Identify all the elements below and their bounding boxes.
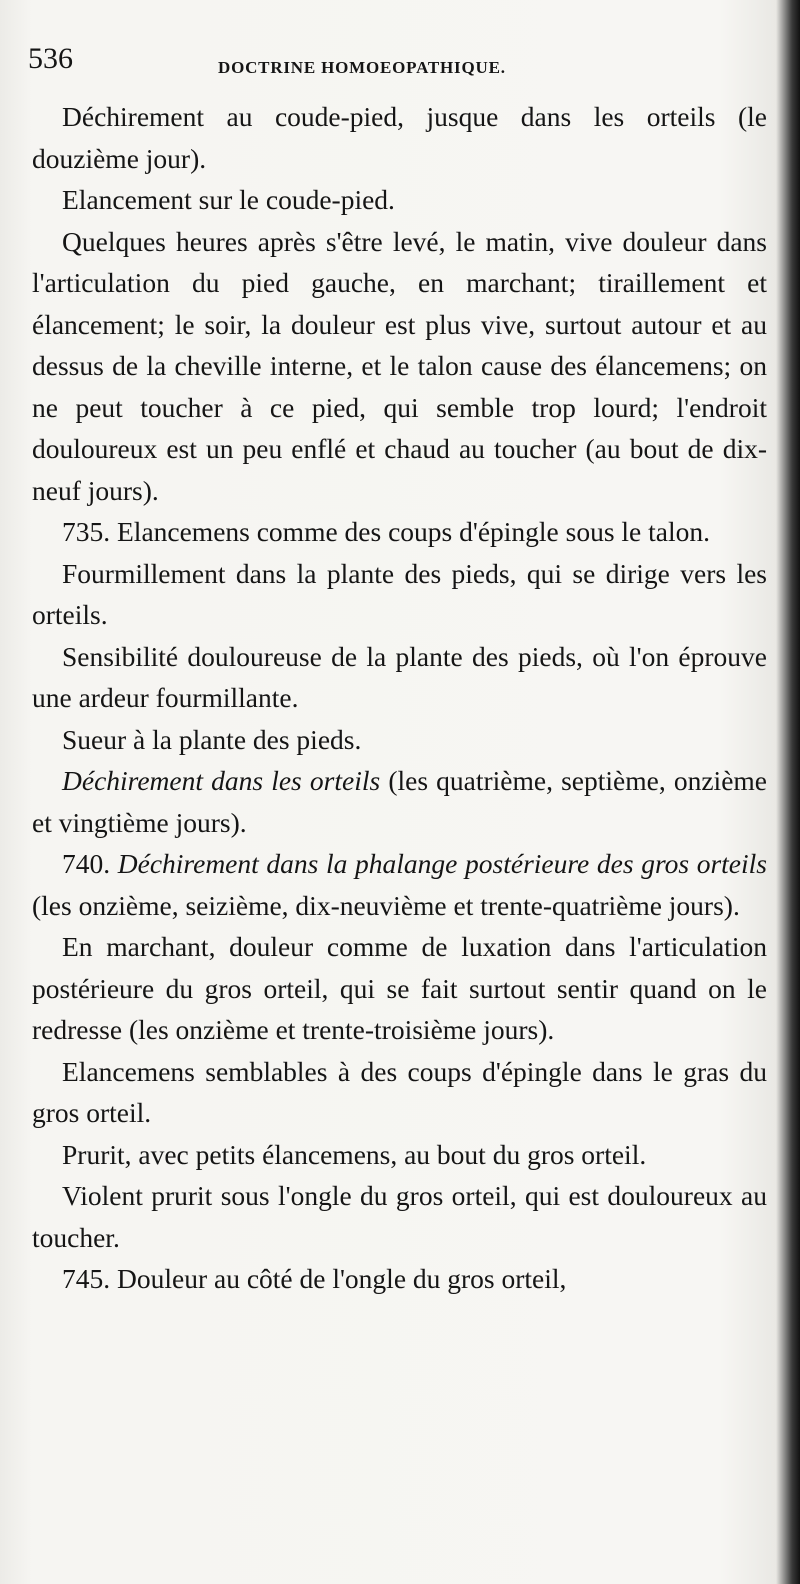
paragraph (32, 1051, 767, 1134)
paragraph-text: Elancement sur le coude-pied. (62, 184, 395, 215)
italic-text: Déchirement dans les orteils (62, 765, 381, 796)
paragraph-text: Elancemens semblables à des coups d'épingle dans le gras du gros orteil. (32, 1055, 767, 1128)
paragraph-text: 745. Douleur au côté de l'ongle du gros orteil, (62, 1263, 567, 1294)
paragraph-text: Déchirement au coude-pied, jusque dans les orteils (le douzième jour). (32, 101, 767, 174)
paragraph (32, 636, 767, 719)
paragraph (32, 719, 767, 761)
paragraph-text: (les onzième, seizième, dix-neuvième et trente-quatrième jours). (32, 889, 740, 921)
paragraph-text: (les quatrième, septième, onzième et vingtième jours). (32, 765, 767, 838)
paragraph (32, 179, 767, 221)
paragraph (32, 760, 767, 843)
paragraph-text: 740. (62, 848, 118, 879)
paragraph (32, 1175, 767, 1258)
paragraph (32, 96, 767, 179)
paragraph-text: Sueur à la plante des pieds. (62, 723, 362, 755)
paragraph (32, 553, 767, 636)
italic-text: Déchirement dans la phalange postérieure des gros orteils (117, 848, 767, 879)
paragraph (32, 843, 767, 926)
body-text (32, 96, 767, 1300)
paragraph (32, 511, 767, 553)
paragraph-text: Violent prurit sous l'ongle du gros orteil, qui est douloureux au toucher. (32, 1180, 767, 1253)
paragraph (32, 1134, 767, 1176)
paragraph (32, 926, 767, 1051)
paragraph (32, 221, 767, 512)
paragraph-text: Quelques heures après s'être levé, le matin, vive douleur dans l'articulation du pied gauche, en marchant; tiraillement et élancement; le soir, la douleur est plus vive, surtout autour et au dessus de la cheville interne, et le talon cause des élancemens; on ne peut toucher à ce pied, qui semble trop lourd; l'endroit douloureux est un peu enflé et chaud au toucher (au bout de dix-neuf jours). (32, 225, 767, 506)
running-head: DOCTRINE HOMOEOPATHIQUE. (218, 58, 506, 77)
page-header (28, 42, 768, 82)
paragraph-text: 735. Elancemens comme des coups d'épingle sous le talon. (62, 516, 710, 547)
paragraph-text: Prurit, avec petits élancemens, au bout du gros orteil. (62, 1138, 647, 1170)
paragraph (32, 1258, 767, 1300)
paragraph-text: Sensibilité douloureuse de la plante des pieds, où l'on éprouve une ardeur fourmillante. (32, 640, 767, 713)
paragraph-text: Fourmillement dans la plante des pieds, qui se dirige vers les orteils. (32, 557, 767, 630)
paragraph-text: En marchant, douleur comme de luxation dans l'articulation postérieure du gros orteil, qui se fait surtout sentir quand on le redresse (les onzième et trente-troisième jours). (32, 931, 767, 1045)
page-number: 536 (28, 42, 73, 75)
